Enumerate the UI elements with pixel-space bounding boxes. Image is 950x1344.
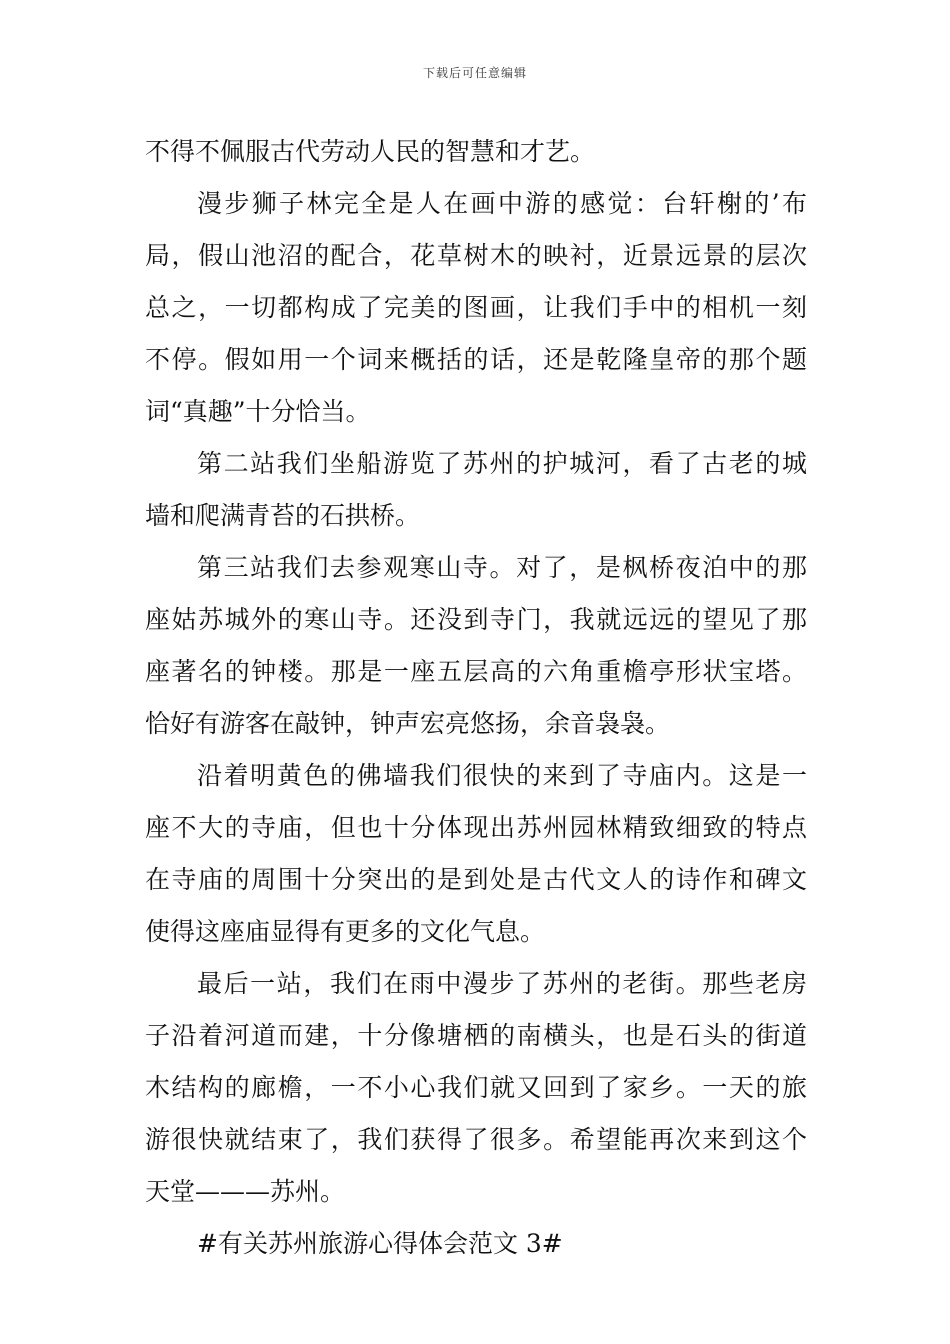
article-body [145, 126, 807, 1270]
paragraph-first-line: 沿着明黄色的佛墙我们很快的来到了寺庙内。这是一 [197, 761, 807, 790]
text-line: 天堂———苏州。 [145, 1177, 346, 1206]
section-heading: #有关苏州旅游心得体会范文 3# [197, 1229, 563, 1258]
text-line: 座著名的钟楼。那是一座五层高的六角重檐亭形状宝塔。 [145, 657, 807, 686]
text-line: 局，假山池沼的配合，花草树木的映衬，近景远景的层次 [145, 241, 807, 270]
text-line: 总之，一切都构成了完美的图画，让我们手中的相机一刻 [145, 293, 807, 322]
paragraph-first-line: 第二站我们坐船游览了苏州的护城河，看了古老的城 [197, 449, 807, 478]
text-line: 在寺庙的周围十分突出的是到处是古代文人的诗作和碑文 [145, 865, 807, 894]
paragraph-first-line: 漫步狮子林完全是人在画中游的感觉：台轩榭的’布 [197, 189, 807, 218]
text-line: 不得不佩服古代劳动人民的智慧和才艺。 [145, 137, 596, 166]
paragraph-first-line: 第三站我们去参观寒山寺。对了，是枫桥夜泊中的那 [197, 553, 807, 582]
text-line: 墙和爬满青苔的石拱桥。 [145, 501, 421, 530]
text-line: 木结构的廊檐，一不小心我们就又回到了家乡。一天的旅 [145, 1073, 807, 1102]
text-line: 不停。假如用一个词来概括的话，还是乾隆皇帝的那个题 [145, 345, 807, 374]
text-line: 恰好有游客在敲钟，钟声宏亮悠扬，余音袅袅。 [145, 709, 671, 738]
paragraph-first-line: 最后一站，我们在雨中漫步了苏州的老街。那些老房 [197, 969, 807, 998]
text-line: 子沿着河道而建，十分像塘栖的南横头，也是石头的街道 [145, 1021, 807, 1050]
text-line: 座不大的寺庙，但也十分体现出苏州园林精致细致的特点 [145, 813, 807, 842]
text-line: 座姑苏城外的寒山寺。还没到寺门，我就远远的望见了那 [145, 605, 807, 634]
text-line: 使得这座庙显得有更多的文化气息。 [145, 917, 546, 946]
text-line: 词“真趣”十分恰当。 [145, 397, 371, 426]
text-line: 游很快就结束了，我们获得了很多。希望能再次来到这个 [145, 1125, 807, 1154]
page-header: 下载后可任意编辑 [422, 66, 527, 80]
